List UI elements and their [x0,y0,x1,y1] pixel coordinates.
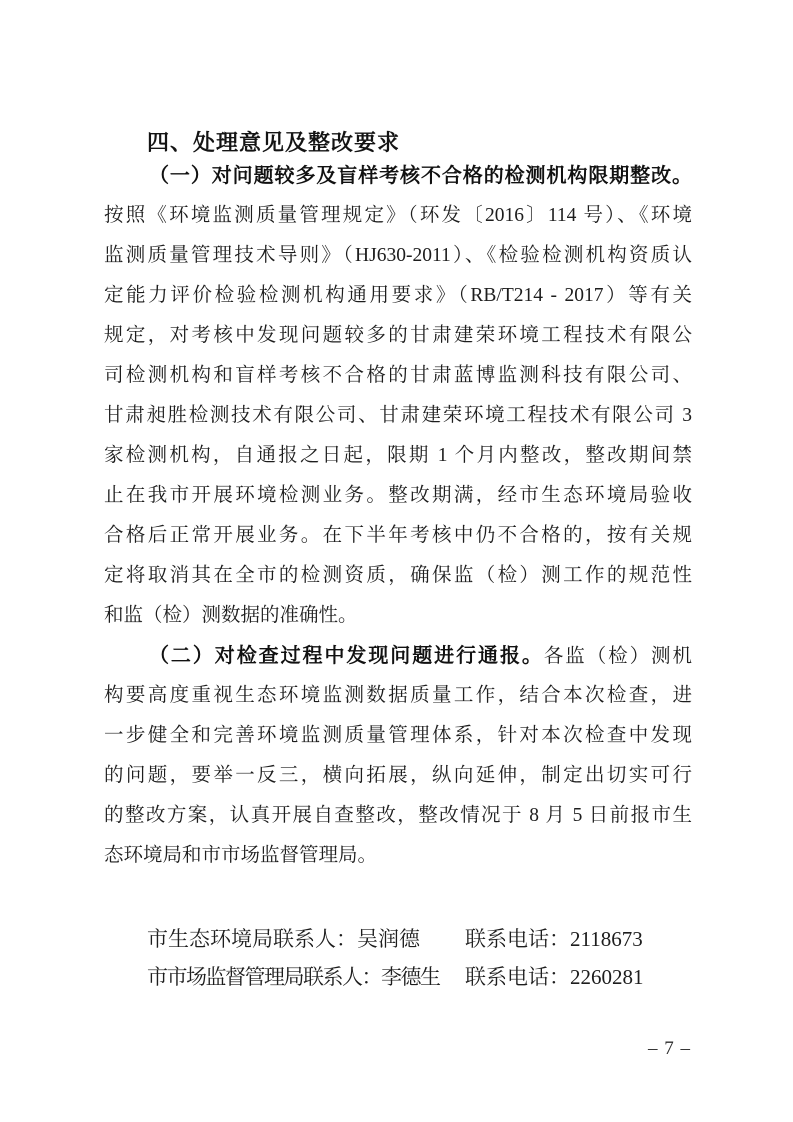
paragraph-1-lead: （一）对问题较多及盲样考核不合格的检测机构限期整改。 [149,165,692,187]
body-line: 定能力评价检验检测机构通用要求》（RB/T214 - 2017）等有关 [104,285,692,306]
body-line: 甘肃昶胜检测技术有限公司、甘肃建荣环境工程技术有限公司 3 [104,405,692,426]
contact-row [147,958,644,996]
body-line: 态环境局和市市场监督管理局。 [104,845,378,866]
body-line: 司检测机构和盲样考核不合格的甘肃蓝博监测科技有限公司、 [104,365,692,386]
body-line: 的问题，要举一反三，横向拓展，纵向延伸，制定出切实可行 [104,765,692,786]
contact-section [147,920,644,996]
body-line: 一步健全和完善环境监测质量管理体系，针对本次检查中发现 [104,725,692,746]
body-line: 和监（检）测数据的准确性。 [104,605,358,626]
body-line: 定将取消其在全市的检测资质，确保监（检）测工作的规范性 [104,565,692,586]
document-body [104,156,692,876]
body-line: 的整改方案，认真开展自查整改，整改情况于 8 月 5 日前报市生 [104,805,692,826]
contact-row [147,920,644,958]
contact-label: 市市场监督管理局联系人：李德生 [147,965,440,989]
body-line: 家检测机构，自通报之日起，限期 1 个月内整改，整改期间禁 [104,445,692,466]
paragraph-2-lead [104,636,692,676]
paragraph-2-lead-bold: （二）对检查过程中发现问题进行通报。 [149,645,544,667]
section-heading: 四、处理意见及整改要求 [147,130,401,155]
body-line: 构要高度重视生态环境监测数据质量工作，结合本次检查，进 [104,685,692,706]
paragraph-2-lead-rest: 各监（检）测机 [543,646,692,667]
contact-phone: 联系电话：2260281 [465,965,644,989]
body-line: 止在我市开展环境检测业务。整改期满，经市生态环境局验收 [104,485,692,506]
body-line: 按照《环境监测质量管理规定》（环发〔2016〕114 号）、《环境 [104,205,692,226]
body-line: 合格后正常开展业务。在下半年考核中仍不合格的，按有关规 [104,525,692,546]
page-number: – 7 – [648,1038,691,1059]
body-line: 规定，对考核中发现问题较多的甘肃建荣环境工程技术有限公 [104,325,692,346]
contact-label: 市生态环境局联系人：吴润德 [147,927,420,951]
body-line: 监测质量管理技术导则》（HJ630-2011）、《检验检测机构资质认 [104,245,692,266]
contact-phone: 联系电话：2118673 [465,927,643,951]
